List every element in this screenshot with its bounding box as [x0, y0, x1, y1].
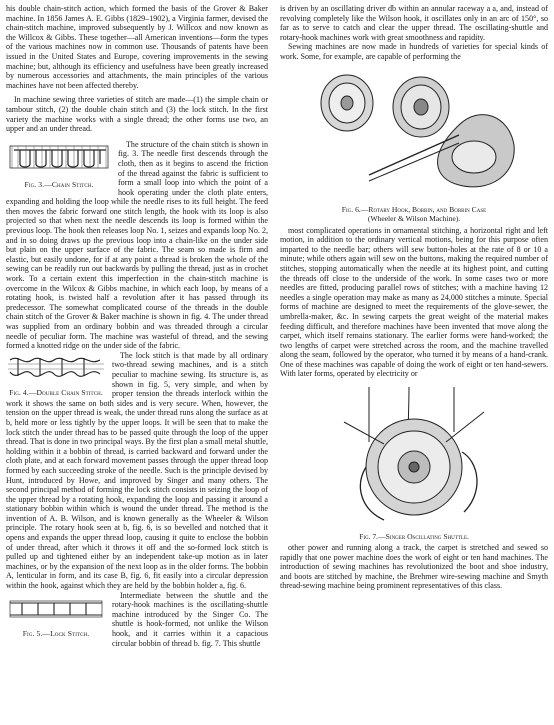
figure-6-caption-line1: Fig. 6.—Rotary Hook, Bobbin, and Bobbin Case [341, 204, 487, 214]
figure-4-caption: Fig. 4.—Double Chain Stitch. [9, 387, 103, 397]
oscillating-shuttle-illustration [314, 382, 514, 532]
rotary-hook-illustration [309, 65, 519, 205]
figure-7-caption: Fig. 7.—Singer Oscillating Shuttle. [359, 532, 469, 542]
figure-4 [6, 352, 106, 398]
paragraph: is driven by an oscillating driver db within an annular raceway a a, and, instead of revolving completely like the Wilson hook, it oscillates only in an arc of 150°, so far as to serve to catch and clear the upper thread. The oscillating-shuttle and rotary-hook machines work with great smoothness and rapidity. [280, 4, 548, 42]
figure-5-caption: Fig. 5.—Lock Stitch. [22, 628, 90, 638]
figure-7 [314, 382, 514, 541]
chain-stitch-illustration [6, 140, 112, 178]
figure-6-caption [309, 205, 519, 223]
paragraph: The structure of the chain stitch is shown in fig. 3. The needle first descends through the cloth, then as it begins to ascend the friction of the thread against the fabric is sufficient to form a small loop into which the point of a hook operating under the cloth plate enters, expanding and holding the loop while the needle rises to its full height. The feed then moves the fabric forward one stitch length, the hook with its loop is also projected so that when next the needle descends its loop is formed within the previous loop. The hook then releases loop No. 1, seizes and expands loop No. 2, and in so doing draws up the previous loop into a chain-like on the under side but plain on the upper surface of the fabric. The seam so made is firm and elastic, but easily undone, for if at any point a thread is broken the whole of the sewing can be readily run out backwards by pulling the thread, just as in crochet work. To a certain extent this imperfection in the chain-stitch machine is overcome in the Wilcox & Gibbs machine, in which each loop, by means of a rotating hook, is twisted half a revolution after it has passed through its predecessor. The somewhat complicated course of the threads in the double chain stitch of the Grover & Baker machine is shown in fig. 4. The under thread was supplied from an ordinary bobbin and was threaded through a circular needle of peculiar form. The machine was wasteful of thread, and the sewing formed a knotted ridge on the under side of the fabric. [6, 139, 268, 351]
paragraph: other power and running along a track, the carpet is stretched and sewed so rapidly that one power machine does the work of eight or ten hand machines. The introduction of sewing machines has revolutionized the boot and shoe industry, and boots are stitched by machine, the Brehmer wire-sewing machine and Smyth thread-sewing machine being prominent representatives of this class. [280, 543, 548, 591]
figure-3-caption: Fig. 3.—Chain Stitch. [24, 179, 94, 189]
right-column [280, 4, 548, 591]
paragraph-text: In machine sewing three varieties of stitch are made—(1) the simple chain or tambour stitch, (2) the double chain stitch and (3) the lock stitch. In the first variety the machine works with a single thread; the other forms use two, an upper and an under thread. [6, 95, 268, 134]
figure-6 [309, 65, 519, 223]
paragraph [6, 95, 268, 133]
paragraph: his double chain-stitch action, which formed the basis of the Grover & Baker machine. In 1856 James A. E. Gibbs (1829–1902), a Virginia farmer, devised the chain-stitch machine, improved subsequently by J. Willcox and now known as the Willcox & Gibbs. These together—all American inventions—form the types of the various machines now in common use. Thousands of patents have been issued in the United States and Europe, covering improvements in the sewing machine; but, although its efficiency and usefulness have been greatly increased by numerous accessories and attachments, the main principles of the various machines have not been affected thereby. [6, 4, 268, 90]
paragraph: most complicated operations in ornamental stitching, a horizontal right and left motion, in addition to the ordinary vertical motions, being for this purpose often imparted to the needle bar; others will sew button-holes at the rate of 8 or 10 a minute; while others again will sew on the buttons, making the required number of stitches, stopping automatically when the needle at its highest point, and cutting the threads off close to the underside of the work. In some cases two or more needles are fitted, producing parallel rows of stitches; with a machine having 12 needles a single operation may make as many as 24,000 stitches a minute. Special forms of machine are designed to meet the requirements of the glove-sewer, the umbrella-maker, &c. In sewing carpets the great weight of the material makes feeding difficult, and therefore machines have been invented that move along the carpet, which itself remains stationary. The earlier forms were hand-worked; the two lengths of carpet were stretched across the room, and the machine travelled along the seam, followed by the operator, who turned it by means of a hand-crank. One of these machines was capable of doing the work of eight or ten hand-sewers. With later forms, operated by electricity or [280, 225, 548, 379]
paragraph: The lock stitch is that made by all ordinary two-thread sewing machines, and is a stitch peculiar to machine sewing. Its structure is, as shown in fig. 5, very simple, and when by proper tension the threads interlock within the work it shows the same on both sides and is very secure. When, however, the tension on the upper thread is weak, the under thread runs along the surface as at b, held more or less tightly by the upper loops. It will be seen that to make the lock stitch the under thread has to be passed quite through the loop of the upper thread. That is done in two principal ways. By the first plan a small metal shuttle, holding within it a bobbin of thread, is carried backward and forward under the cloth plate, and at each forward movement passes through the upper thread loop formed by each succeeding stroke of the needle. Such is the principle devised by Hunt, introduced by Howe, and improved by Singer and many others. The second principal method of forming the lock stitch consists in seizing the loop of the upper thread by a rotating hook, expanding the loop and passing it around a stationary bobbin within which is wound the under thread. The method is the invention of A. B. Wilson, and is known generally as the Wheeler & Wilson principle. The rotary hook seen at b, fig. 6, is so bevelled and notched that it opens and expands the upper thread loop, causing it quite to enclose the bobbin of under thread, after which it throws it off and the so-formed lock stitch is pulled up and tightened either by an independent take-up motion as in later machines, or by the expansion of the next loop as in the older forms. The bobbin A, lenticular in form, and its case B, fig. 6, fit easily into a circular depression within the hook, against which they are held by the bobbin holder a, fig. 6. [6, 350, 268, 591]
figure-6-caption-line2: (Wheeler & Wilson Machine). [367, 213, 461, 223]
figure-5 [6, 593, 106, 639]
double-chain-stitch-illustration [6, 352, 106, 386]
left-column [6, 4, 268, 648]
paragraph: Intermediate between the shuttle and the rotary-hook machines is the oscillating-shuttle machine introduced by the Singer Co. The shuttle is hook-formed, not unlike the Wilson hook, and it carries within it a capacious circular bobbin of thread b. fig. 7. This shuttle [112, 590, 268, 648]
lock-stitch-illustration [6, 593, 106, 627]
paragraph: Sewing machines are now made in hundreds of varieties for special kinds of work. Some, for example, are capable of performing the [280, 42, 548, 61]
figure-3 [6, 140, 112, 190]
